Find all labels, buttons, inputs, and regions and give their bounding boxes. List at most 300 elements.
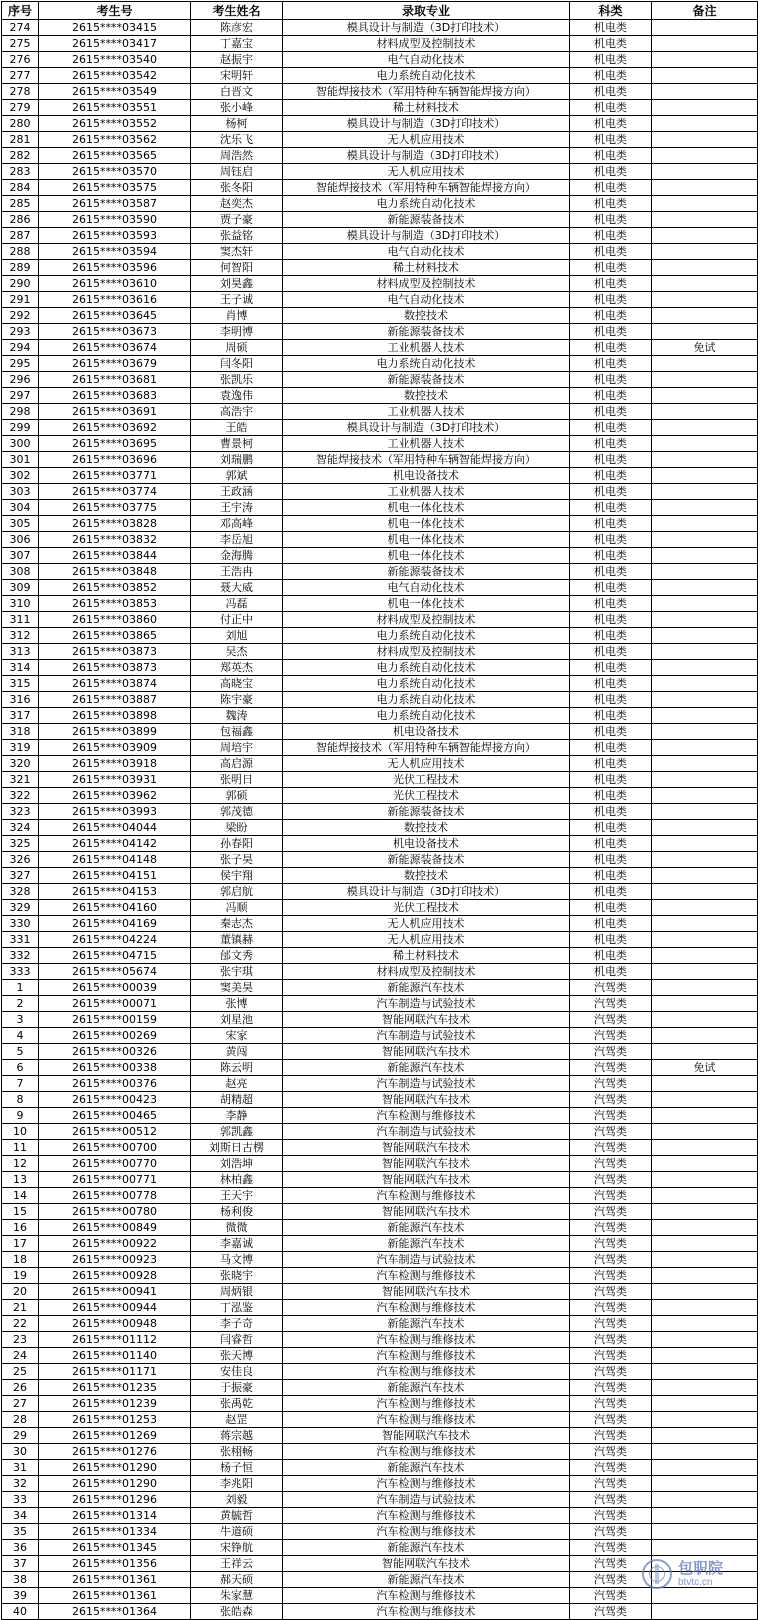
cell-exam-id: 2615****03681 [39,372,191,388]
cell-exam-id: 2615****03931 [39,772,191,788]
table-row [2,580,758,596]
cell-category: 机电类 [570,564,652,580]
cell-category: 汽驾类 [570,1572,652,1588]
cell-exam-id: 2615****00948 [39,1316,191,1332]
cell-category: 机电类 [570,436,652,452]
cell-major: 新能源装备技术 [283,212,570,228]
cell-note [652,1524,758,1540]
cell-note [652,1220,758,1236]
cell-seq: 14 [2,1188,39,1204]
cell-category: 机电类 [570,228,652,244]
cell-note: 免试 [652,1060,758,1076]
cell-name: 杨柯 [191,116,283,132]
cell-name: 丁嘉宝 [191,36,283,52]
cell-exam-id: 2615****03993 [39,804,191,820]
table-row [2,1204,758,1220]
cell-major: 电力系统自动化技术 [283,196,570,212]
cell-category: 机电类 [570,452,652,468]
cell-note [652,996,758,1012]
cell-seq: 277 [2,68,39,84]
cell-name: 黄毓哲 [191,1508,283,1524]
cell-name: 李明博 [191,324,283,340]
cell-seq: 311 [2,612,39,628]
cell-note [652,68,758,84]
cell-exam-id: 2615****03616 [39,292,191,308]
cell-exam-id: 2615****03887 [39,692,191,708]
cell-name: 安佳良 [191,1364,283,1380]
cell-category: 汽驾类 [570,1380,652,1396]
cell-exam-id: 2615****01334 [39,1524,191,1540]
cell-major: 汽车检测与维修技术 [283,1332,570,1348]
cell-seq: 16 [2,1220,39,1236]
cell-major: 智能网联汽车技术 [283,1044,570,1060]
table-row [2,276,758,292]
cell-seq: 324 [2,820,39,836]
cell-major: 汽车检测与维修技术 [283,1508,570,1524]
cell-note [652,644,758,660]
table-row [2,900,758,916]
cell-major: 新能源汽车技术 [283,1572,570,1588]
table-row [2,1236,758,1252]
cell-exam-id: 2615****03874 [39,676,191,692]
cell-seq: 276 [2,52,39,68]
cell-name: 微微 [191,1220,283,1236]
cell-major: 新能源汽车技术 [283,1060,570,1076]
cell-exam-id: 2615****03696 [39,452,191,468]
table-row [2,980,758,996]
cell-name: 张栩畅 [191,1444,283,1460]
cell-major: 汽车检测与维修技术 [283,1588,570,1604]
table-row [2,628,758,644]
cell-note [652,196,758,212]
cell-major: 无人机应用技术 [283,916,570,932]
cell-name: 刘昊鑫 [191,276,283,292]
cell-category: 汽驾类 [570,1476,652,1492]
cell-category: 汽驾类 [570,1364,652,1380]
cell-major: 汽车制造与试验技术 [283,1124,570,1140]
cell-seq: 305 [2,516,39,532]
cell-category: 机电类 [570,164,652,180]
cell-seq: 24 [2,1348,39,1364]
cell-seq: 28 [2,1412,39,1428]
cell-seq: 303 [2,484,39,500]
cell-major: 智能网联汽车技术 [283,1204,570,1220]
table-row [2,1044,758,1060]
cell-seq: 299 [2,420,39,436]
cell-name: 付正中 [191,612,283,628]
cell-category: 汽驾类 [570,1220,652,1236]
cell-seq: 26 [2,1380,39,1396]
cell-seq: 294 [2,340,39,356]
cell-seq: 289 [2,260,39,276]
cell-name: 张博 [191,996,283,1012]
cell-seq: 316 [2,692,39,708]
cell-note: 免试 [652,340,758,356]
cell-seq: 32 [2,1476,39,1492]
cell-major: 工业机器人技术 [283,340,570,356]
cell-seq: 33 [2,1492,39,1508]
cell-category: 汽驾类 [570,1204,652,1220]
cell-note [652,628,758,644]
column-header-exam-id: 考生号 [39,2,191,20]
table-row [2,68,758,84]
table-row [2,1508,758,1524]
table-row [2,916,758,932]
table-row [2,260,758,276]
cell-note [652,980,758,996]
cell-note [652,420,758,436]
cell-exam-id: 2615****00923 [39,1252,191,1268]
cell-category: 机电类 [570,788,652,804]
cell-note [652,964,758,980]
table-header [2,2,758,20]
cell-seq: 10 [2,1124,39,1140]
cell-name: 刘浩坤 [191,1156,283,1172]
cell-name: 王政涵 [191,484,283,500]
cell-category: 汽驾类 [570,1604,652,1620]
table-row [2,836,758,852]
cell-exam-id: 2615****01276 [39,1444,191,1460]
cell-seq: 4 [2,1028,39,1044]
cell-note [652,1172,758,1188]
table-row [2,36,758,52]
column-header-note: 备注 [652,2,758,20]
cell-name: 陈云明 [191,1060,283,1076]
cell-exam-id: 2615****03775 [39,500,191,516]
cell-note [652,436,758,452]
table-row [2,180,758,196]
cell-category: 汽驾类 [570,1076,652,1092]
cell-major: 模具设计与制造（3D打印技术） [283,116,570,132]
cell-note [652,852,758,868]
cell-category: 机电类 [570,468,652,484]
cell-seq: 25 [2,1364,39,1380]
cell-exam-id: 2615****03692 [39,420,191,436]
table-row [2,1444,758,1460]
cell-exam-id: 2615****03590 [39,212,191,228]
cell-seq: 284 [2,180,39,196]
cell-note [652,1604,758,1620]
cell-note [652,1124,758,1140]
cell-major: 新能源装备技术 [283,372,570,388]
table-row [2,596,758,612]
cell-category: 汽驾类 [570,1028,652,1044]
cell-name: 董镇赫 [191,932,283,948]
table-row [2,20,758,36]
cell-major: 智能网联汽车技术 [283,1284,570,1300]
cell-name: 陈宇豪 [191,692,283,708]
cell-note [652,100,758,116]
cell-category: 机电类 [570,852,652,868]
table-row [2,852,758,868]
cell-major: 新能源汽车技术 [283,1380,570,1396]
cell-category: 机电类 [570,884,652,900]
cell-exam-id: 2615****03873 [39,644,191,660]
cell-name: 宋铮航 [191,1540,283,1556]
cell-note [652,932,758,948]
cell-seq: 281 [2,132,39,148]
cell-note [652,212,758,228]
cell-name: 张冬阳 [191,180,283,196]
cell-major: 机电一体化技术 [283,516,570,532]
cell-major: 机电一体化技术 [283,532,570,548]
table-row [2,612,758,628]
cell-name: 刘毅 [191,1492,283,1508]
cell-major: 光伏工程技术 [283,900,570,916]
cell-category: 机电类 [570,660,652,676]
cell-seq: 321 [2,772,39,788]
cell-category: 汽驾类 [570,1300,652,1316]
cell-category: 机电类 [570,260,652,276]
cell-note [652,276,758,292]
cell-exam-id: 2615****04153 [39,884,191,900]
cell-major: 智能焊接技术（军用特种车辆智能焊接方向） [283,452,570,468]
cell-name: 郭硕 [191,788,283,804]
table-row [2,468,758,484]
cell-category: 汽驾类 [570,1444,652,1460]
cell-exam-id: 2615****03552 [39,116,191,132]
cell-seq: 38 [2,1572,39,1588]
cell-name: 丁泓鉴 [191,1300,283,1316]
table-row [2,1348,758,1364]
cell-name: 张皓森 [191,1604,283,1620]
table-row [2,708,758,724]
cell-exam-id: 2615****00944 [39,1300,191,1316]
cell-major: 新能源装备技术 [283,804,570,820]
cell-seq: 310 [2,596,39,612]
cell-seq: 13 [2,1172,39,1188]
cell-seq: 290 [2,276,39,292]
cell-category: 机电类 [570,212,652,228]
table-row [2,52,758,68]
cell-seq: 34 [2,1508,39,1524]
cell-exam-id: 2615****03417 [39,36,191,52]
cell-category: 机电类 [570,52,652,68]
cell-category: 机电类 [570,868,652,884]
cell-seq: 298 [2,404,39,420]
cell-name: 赵亮 [191,1076,283,1092]
cell-note [652,1428,758,1444]
cell-seq: 313 [2,644,39,660]
cell-exam-id: 2615****03848 [39,564,191,580]
cell-major: 光伏工程技术 [283,772,570,788]
cell-category: 汽驾类 [570,1332,652,1348]
cell-major: 汽车检测与维修技术 [283,1108,570,1124]
cell-name: 肖博 [191,308,283,324]
cell-exam-id: 2615****03610 [39,276,191,292]
cell-exam-id: 2615****01253 [39,1412,191,1428]
table-row [2,1604,758,1620]
cell-name: 张凯乐 [191,372,283,388]
cell-exam-id: 2615****03542 [39,68,191,84]
cell-exam-id: 2615****00770 [39,1156,191,1172]
table-row [2,788,758,804]
cell-exam-id: 2615****01290 [39,1460,191,1476]
cell-category: 机电类 [570,916,652,932]
table-row [2,148,758,164]
cell-major: 汽车检测与维修技术 [283,1476,570,1492]
cell-exam-id: 2615****01345 [39,1540,191,1556]
cell-major: 汽车检测与维修技术 [283,1444,570,1460]
cell-name: 宋明轩 [191,68,283,84]
cell-major: 材料成型及控制技术 [283,964,570,980]
table-row [2,1172,758,1188]
cell-name: 李兆阳 [191,1476,283,1492]
cell-major: 材料成型及控制技术 [283,644,570,660]
cell-category: 汽驾类 [570,1492,652,1508]
table-row [2,388,758,404]
cell-seq: 3 [2,1012,39,1028]
cell-seq: 315 [2,676,39,692]
cell-exam-id: 2615****04160 [39,900,191,916]
header-row [2,2,758,20]
table-row [2,1028,758,1044]
cell-major: 模具设计与制造（3D打印技术） [283,420,570,436]
table-row [2,212,758,228]
cell-major: 电气自动化技术 [283,52,570,68]
cell-name: 魏涛 [191,708,283,724]
cell-category: 机电类 [570,500,652,516]
cell-note [652,356,758,372]
cell-name: 包福鑫 [191,724,283,740]
cell-note [652,1076,758,1092]
cell-exam-id: 2615****01269 [39,1428,191,1444]
table-row [2,164,758,180]
cell-exam-id: 2615****01235 [39,1380,191,1396]
cell-major: 无人机应用技术 [283,932,570,948]
cell-note [652,244,758,260]
cell-seq: 320 [2,756,39,772]
cell-major: 新能源装备技术 [283,564,570,580]
cell-note [652,1108,758,1124]
cell-category: 机电类 [570,100,652,116]
cell-name: 郭凯鑫 [191,1124,283,1140]
cell-exam-id: 2615****03909 [39,740,191,756]
cell-exam-id: 2615****00512 [39,1124,191,1140]
cell-major: 汽车制造与试验技术 [283,1492,570,1508]
cell-major: 无人机应用技术 [283,756,570,772]
table-row [2,1476,758,1492]
cell-seq: 15 [2,1204,39,1220]
cell-name: 郑英杰 [191,660,283,676]
cell-note [652,324,758,340]
cell-seq: 332 [2,948,39,964]
cell-seq: 319 [2,740,39,756]
cell-exam-id: 2615****03873 [39,660,191,676]
cell-major: 汽车检测与维修技术 [283,1188,570,1204]
table-row [2,196,758,212]
table-row [2,1332,758,1348]
cell-note [652,1396,758,1412]
table-row [2,1300,758,1316]
cell-name: 张宇琪 [191,964,283,980]
cell-exam-id: 2615****03679 [39,356,191,372]
cell-major: 模具设计与制造（3D打印技术） [283,20,570,36]
table-row [2,1124,758,1140]
cell-exam-id: 2615****00928 [39,1268,191,1284]
cell-major: 汽车检测与维修技术 [283,1348,570,1364]
cell-seq: 291 [2,292,39,308]
table-row [2,324,758,340]
cell-note [652,548,758,564]
cell-major: 电力系统自动化技术 [283,676,570,692]
cell-category: 机电类 [570,84,652,100]
cell-category: 汽驾类 [570,1268,652,1284]
cell-category: 机电类 [570,356,652,372]
cell-seq: 325 [2,836,39,852]
cell-name: 张天博 [191,1348,283,1364]
cell-category: 汽驾类 [570,1252,652,1268]
cell-category: 机电类 [570,836,652,852]
cell-category: 汽驾类 [570,996,652,1012]
table-row [2,660,758,676]
table-row [2,1396,758,1412]
cell-seq: 1 [2,980,39,996]
cell-seq: 331 [2,932,39,948]
cell-category: 机电类 [570,388,652,404]
cell-category: 机电类 [570,68,652,84]
cell-exam-id: 2615****03695 [39,436,191,452]
cell-name: 赵奕杰 [191,196,283,212]
cell-category: 机电类 [570,372,652,388]
cell-note [652,388,758,404]
cell-category: 汽驾类 [570,1556,652,1572]
cell-exam-id: 2615****01290 [39,1476,191,1492]
cell-name: 高晓宝 [191,676,283,692]
table-row [2,1108,758,1124]
cell-major: 稀土材料技术 [283,100,570,116]
table-row [2,1012,758,1028]
cell-exam-id: 2615****00376 [39,1076,191,1092]
cell-major: 新能源汽车技术 [283,1236,570,1252]
cell-name: 窦美昊 [191,980,283,996]
cell-category: 汽驾类 [570,1540,652,1556]
table-row [2,484,758,500]
cell-category: 汽驾类 [570,1172,652,1188]
cell-category: 机电类 [570,756,652,772]
cell-category: 机电类 [570,580,652,596]
cell-name: 李嘉诚 [191,1236,283,1252]
cell-name: 贾子豪 [191,212,283,228]
cell-note [652,1012,758,1028]
cell-seq: 301 [2,452,39,468]
cell-major: 汽车检测与维修技术 [283,1300,570,1316]
table-row [2,292,758,308]
cell-category: 汽驾类 [570,1108,652,1124]
cell-note [652,228,758,244]
cell-seq: 314 [2,660,39,676]
cell-exam-id: 2615****03898 [39,708,191,724]
cell-seq: 6 [2,1060,39,1076]
cell-exam-id: 2615****03549 [39,84,191,100]
cell-exam-id: 2615****03593 [39,228,191,244]
cell-name: 牛道硕 [191,1524,283,1540]
cell-exam-id: 2615****01361 [39,1588,191,1604]
cell-note [652,676,758,692]
cell-seq: 275 [2,36,39,52]
cell-category: 汽驾类 [570,1460,652,1476]
table-row [2,1412,758,1428]
cell-category: 汽驾类 [570,1524,652,1540]
cell-category: 机电类 [570,692,652,708]
table-row [2,100,758,116]
cell-note [652,1028,758,1044]
cell-major: 稀土材料技术 [283,260,570,276]
cell-note [652,452,758,468]
cell-note [652,1204,758,1220]
cell-seq: 330 [2,916,39,932]
watermark-text [678,1560,723,1589]
